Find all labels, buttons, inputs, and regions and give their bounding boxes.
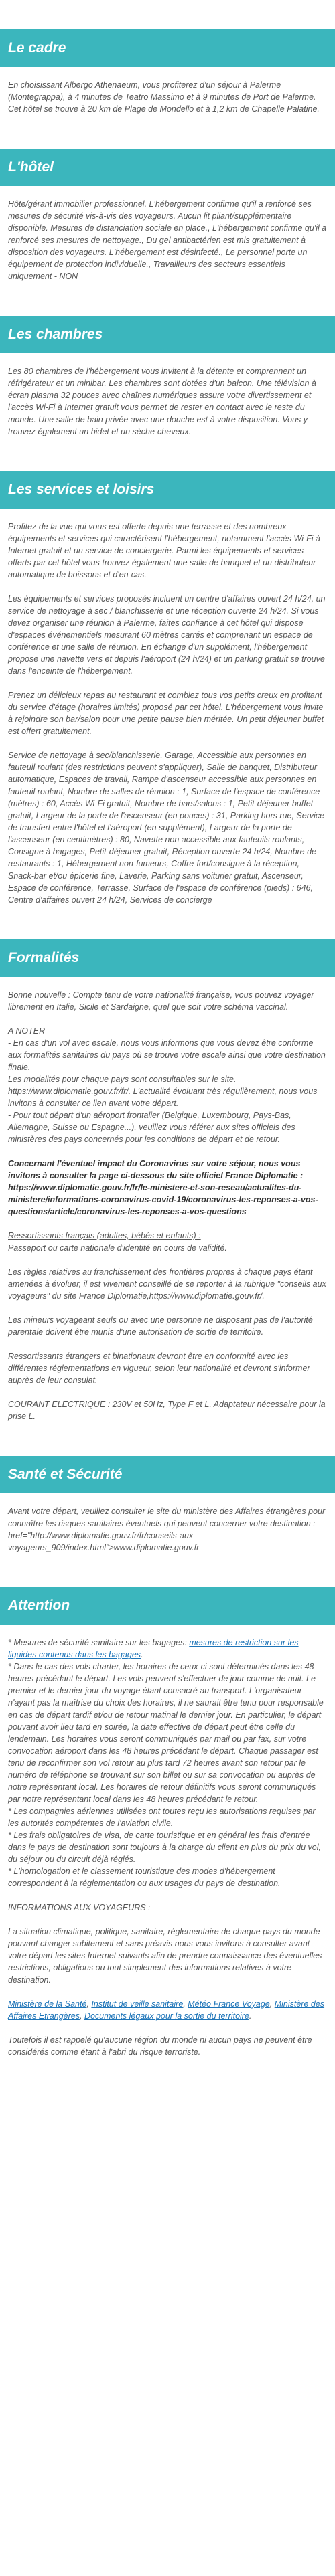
section-sante — [0, 1456, 335, 1554]
cadre-text: En choisissant Albergo Athenaeum, vous profiterez d'un séjour à Palerme (Montegrappa), à 4 minutes de Teatro Massimo et à 9 minutes de Port de Palerme. Cet hôtel se trouve à 20 km de Plage de Mondello et à 1,2 km de Chapelle Palatine. — [8, 80, 320, 114]
section-body — [0, 989, 335, 1422]
section-title: Formalités — [0, 939, 335, 977]
page — [0, 29, 335, 2110]
mineurs-text: Les mineurs voyageant seuls ou avec une personne ne disposant pas de l'autorité parentale doivent être munis d'une autorisation de sortie de territoire. — [8, 1315, 313, 1337]
liquides-link[interactable]: mesures de restriction sur les liquides contenus dans les bagages — [8, 1638, 299, 1659]
services-paragraph: Prenez un délicieux repas au restaurant et comblez tous vos petits creux en profitant du service d'étage (horaires limités) proposé par cet hôtel. L'hébergement vous invite à rejoindre son bar/salon pour une petite pause bien méritée. Un petit déjeuner buffet est offert gratuitement. — [8, 691, 324, 736]
section-services — [0, 471, 335, 906]
punctuation: . — [141, 1650, 143, 1659]
separator: , — [269, 1999, 275, 2009]
section-cadre — [0, 29, 335, 115]
note-item: - En cas d'un vol avec escale, nous vous informons que vous devez être conforme aux formalités sanitaires du pays où se trouve votre escale ainsi que votre destination finale. — [8, 1038, 326, 1072]
section-title: Santé et Sécurité — [0, 1456, 335, 1493]
etrangers-body: devront être en conformité avec les différentes réglementations en vigueur, selon leur nationalité et devront s'informer auprès de leur consulat. — [8, 1352, 310, 1385]
ressortissants-title: Ressortissants français (adultes, bébés et enfants) : — [8, 1231, 201, 1240]
separator: . — [249, 2011, 252, 2021]
attention-item: * L'homologation et le classement touristique des modes d'hébergement correspondent à la réglementation ou aux usages du pays de destination. — [8, 1867, 281, 1888]
section-body — [0, 521, 335, 906]
meteo-france-link[interactable]: Météo France Voyage — [188, 1999, 270, 2009]
separator: , — [86, 1999, 92, 2009]
section-title: Le cadre — [0, 29, 335, 67]
section-body — [0, 79, 335, 115]
attention-item-text: * Mesures de sécurité sanitaire sur les bagages: — [8, 1638, 190, 1647]
etrangers-text — [8, 1350, 327, 1386]
courant-text: COURANT ELECTRIQUE : 230V et 50Hz, Type F et L. Adaptateur nécessaire pour la prise L. — [8, 1400, 326, 1421]
documents-legaux-link[interactable]: Documents légaux pour la sortie du territoire — [84, 2011, 249, 2021]
infos-title: INFORMATIONS AUX VOYAGEURS : — [8, 1903, 151, 1912]
chambres-text: Les 80 chambres de l'hébergement vous invitent à la détente et comprennent un réfrigérateur et un minibar. Les chambres sont dotées d'un balcon. Une télévision à écran plasma 32 pouces avec chaînes numériques assure votre divertissement et l'accès Wi-Fi à Internet gratuit vous permet de rester en contact avec le reste du monde. Une salle de bain privée avec une douche est à votre disposition. Vous y trouvez également un bidet et un sèche-cheveux. — [8, 367, 316, 436]
section-title: Attention — [0, 1587, 335, 1625]
attention-item: * Les compagnies aériennes utilisées ont toutes reçu les autorisations requises par les autorités compétentes de l'aviation civile. — [8, 1807, 316, 1828]
note-item: - Pour tout départ d'un aéroport frontalier (Belgique, Luxembourg, Pays-Bas, Allemagne, Suisse ou Espagne...), veuillez vous référer aux sites officiels des ministères des pays concernés pour les conditions de départ et de retour. — [8, 1111, 295, 1144]
services-paragraph: Profitez de la vue qui vous est offerte depuis une terrasse et des nombreux équipements et services qui caractérisent l'hébergement, notamment l'accès Wi-Fi à Internet gratuit et un service de conciergerie. Parmi les équipements et services offerts par cet hôtel vous trouvez également une salle de banquet et un distributeur automatique de boissons et d'en-cas. — [8, 522, 320, 579]
note-title: A NOTER — [8, 1026, 46, 1036]
ressortissants-text: Passeport ou carte nationale d'identité en cours de validité. — [8, 1243, 227, 1253]
attention-item: * Dans le cas des vols charter, les horaires de ceux-ci sont déterminés dans les 48 heures précédant le départ. Les vols peuvent s'effectuer de jour comme de nuit. Le premier et le dernier jour du voyage étant consacré au transport. L'organisateur n'ayant pas la maîtrise du choix des horaires, il ne saurait être tenu pour responsable en cas de départ tardif et/ou de retour matinal le dernier jour. En particulier, le départ pouvant avoir lieu tard en soirée, la date effective de départ peut être celle du lendemain. Les horaires vous seront communiqués par mail ou par fax, sur votre convocation aéroport dans les 48 heures précédant le départ. Chaque passager est tenu de reconfirmer son vol retour au plus tard 72 heures avant son retour par le numéro de téléphone se trouvant sur son billet ou sur sa convocation ou auprès de notre représentant local. Les horaires de retour définitifs vous seront communiqués par notre représentant local dans les 48 heures précédant le retour. — [8, 1662, 324, 1804]
ministere-sante-link[interactable]: Ministère de la Santé — [8, 1999, 87, 2009]
final-text: Toutefois il est rappelé qu'aucune région du monde ni aucun pays ne peuvent être considérés comme étant à l'abri du risque terroriste. — [8, 2035, 312, 2057]
affaires-etrangeres-link[interactable]: Ministère des Affaires Etrangères — [8, 1999, 325, 2021]
section-body — [0, 365, 335, 438]
formalites-intro: Bonne nouvelle : Compte tenu de votre nationalité française, vous pouvez voyager librement en Italie, Sicile et Sardaigne, quel que soit votre schéma vaccinal. — [8, 990, 314, 1012]
services-paragraph: Les équipements et services proposés incluent un centre d'affaires ouvert 24 h/24, un service de nettoyage à sec / blanchisserie et une réception ouverte 24 h/24. Si vous devez organiser une réunion à Palerme, faites confiance à cet hôtel qui dispose d'espaces événementiels mesurant 60 mètres carrés et comprenant un espace de conférence et une salle de réunion. En échange d'un supplément, l'hébergement propose une navette vers et depuis l'aéroport (24 h/24) et un parking gratuit se trouve dans l'enceinte de l'hébergement. — [8, 594, 326, 676]
section-formalites — [0, 939, 335, 1422]
attention-item: * Les frais obligatoires de visa, de carte touristique et en général les frais d'entrée dans le pays de destination sont toujours à la charge du client en plus du prix du vol, du séjour ou du circuit déjà réglés. — [8, 1831, 321, 1864]
section-title: Les chambres — [0, 316, 335, 353]
services-list: Service de nettoyage à sec/blanchisserie, Garage, Accessible aux personnes en fauteuil roulant (des restrictions peuvent s'appliquer), Salle de banquet, Distributeur automatique, Espaces de travail, Rampe d'ascenseur accessible aux personnes en fauteuil roulant, Nombre de salles de réunion : 1, Surface de l'espace de conférence (mètres) : 60, Accès Wi-Fi gratuit, Nombre de bars/salons : 1, Petit-déjeuner buffet gratuit, Largeur de la porte de l'ascenseur (en pouces) : 31, Parking hors rue, Service de transfert entre l'hôtel et l'aéroport (en supplément), Largeur de la porte de l'ascenseur (en centimètres) : 80, Navette non accessible aux fauteuils roulants, Consigne à bagages, Petit-déjeuner gratuit, Réception ouverte 24 h/24, Nombre de restaurants : 1, Hébergement non-fumeurs, Coffre-fort/consigne à la réception, Snack-bar et/ou épicerie fine, Laverie, Parking sans voiturier gratuit, Ascenseur, Espace de conférence, Terrasse, Surface de l'espace de conférence (pieds) : 646, Centre d'affaires ouvert 24 h/24, Services de concierge — [8, 751, 325, 905]
sante-text: Avant votre départ, veuillez consulter le site du ministère des Affaires étrangères pour connaître les risques sanitaires éventuels qui peuvent concerner votre destination : href="http://www.diplomatie.gouv.fr/fr/conseils-aux-voyageurs_909/index.html">www.diplomatie.gouv.fr — [8, 1507, 326, 1552]
section-title: Les services et loisirs — [0, 471, 335, 509]
note-item: Les modalités pour chaque pays sont consultables sur le site. https://www.diplomatie.gouv.fr/fr/. L'actualité évoluant très régulièrement, nous vous invitons à consulter ce lien avant votre départ. — [8, 1075, 318, 1108]
infos-text: La situation climatique, politique, sanitaire, réglementaire de chaque pays du monde pouvant changer subitement et sans préavis nous vous invitons à consulter avant votre départ les sites Internet suivants afin de prendre connaissance des éventuelles restrictions, obligations ou tout simplement des informations relatives à votre destination. — [8, 1927, 322, 1985]
veille-sanitaire-link[interactable]: Institut de veille sanitaire — [91, 1999, 184, 2009]
covid-notice: Concernant l'éventuel impact du Coronavirus sur votre séjour, nous vous invitons à consulter la page ci-dessous du site officiel France Diplomatie : https://www.diplomatie.gouv.fr/fr/le-ministere-et-son-reseau/actualites-du-ministere/informations-coronavirus-covid-19/coronavirus-les-reponses-a-vos-questions/article/coronavirus-les-reponses-a-vos-questions — [8, 1159, 318, 1216]
etrangers-title: Ressortissants étrangers et binationaux — [8, 1352, 155, 1361]
separator: , — [183, 1999, 188, 2009]
links-line — [8, 1998, 327, 2022]
hotel-text: Hôte/gérant immobilier professionnel. L'hébergement confirme qu'il a renforcé ses mesures de sécurité vis-à-vis des voyageurs. Aucun lit pliant/supplémentaire disponible. Mesures de distanciation sociale en place., L'hébergement confirme qu'il a renforcé ses mesures de nettoyage., Du gel antibactérien est mis gratuitement à disposition des voyageurs. L'hébergement est désinfecté., Le personnel porte un équipement de protection individuelle., Travailleurs des secteurs essentiels uniquement - NON — [8, 199, 327, 281]
separator: , — [80, 2011, 84, 2021]
section-body — [0, 198, 335, 282]
section-body — [0, 1637, 335, 2058]
section-hotel — [0, 149, 335, 282]
section-body — [0, 1505, 335, 1554]
attention-item — [8, 1637, 327, 1661]
regles-text: Les règles relatives au franchissement des frontières propres à chaque pays étant amenées à évoluer, il est vivement conseillé de se reporter à la rubrique "conseils aux voyageurs" du site France Diplomatie,https://www.diplomatie.gouv.fr/. — [8, 1267, 326, 1301]
section-chambres — [0, 316, 335, 438]
section-title: L'hôtel — [0, 149, 335, 186]
section-attention — [0, 1587, 335, 2058]
